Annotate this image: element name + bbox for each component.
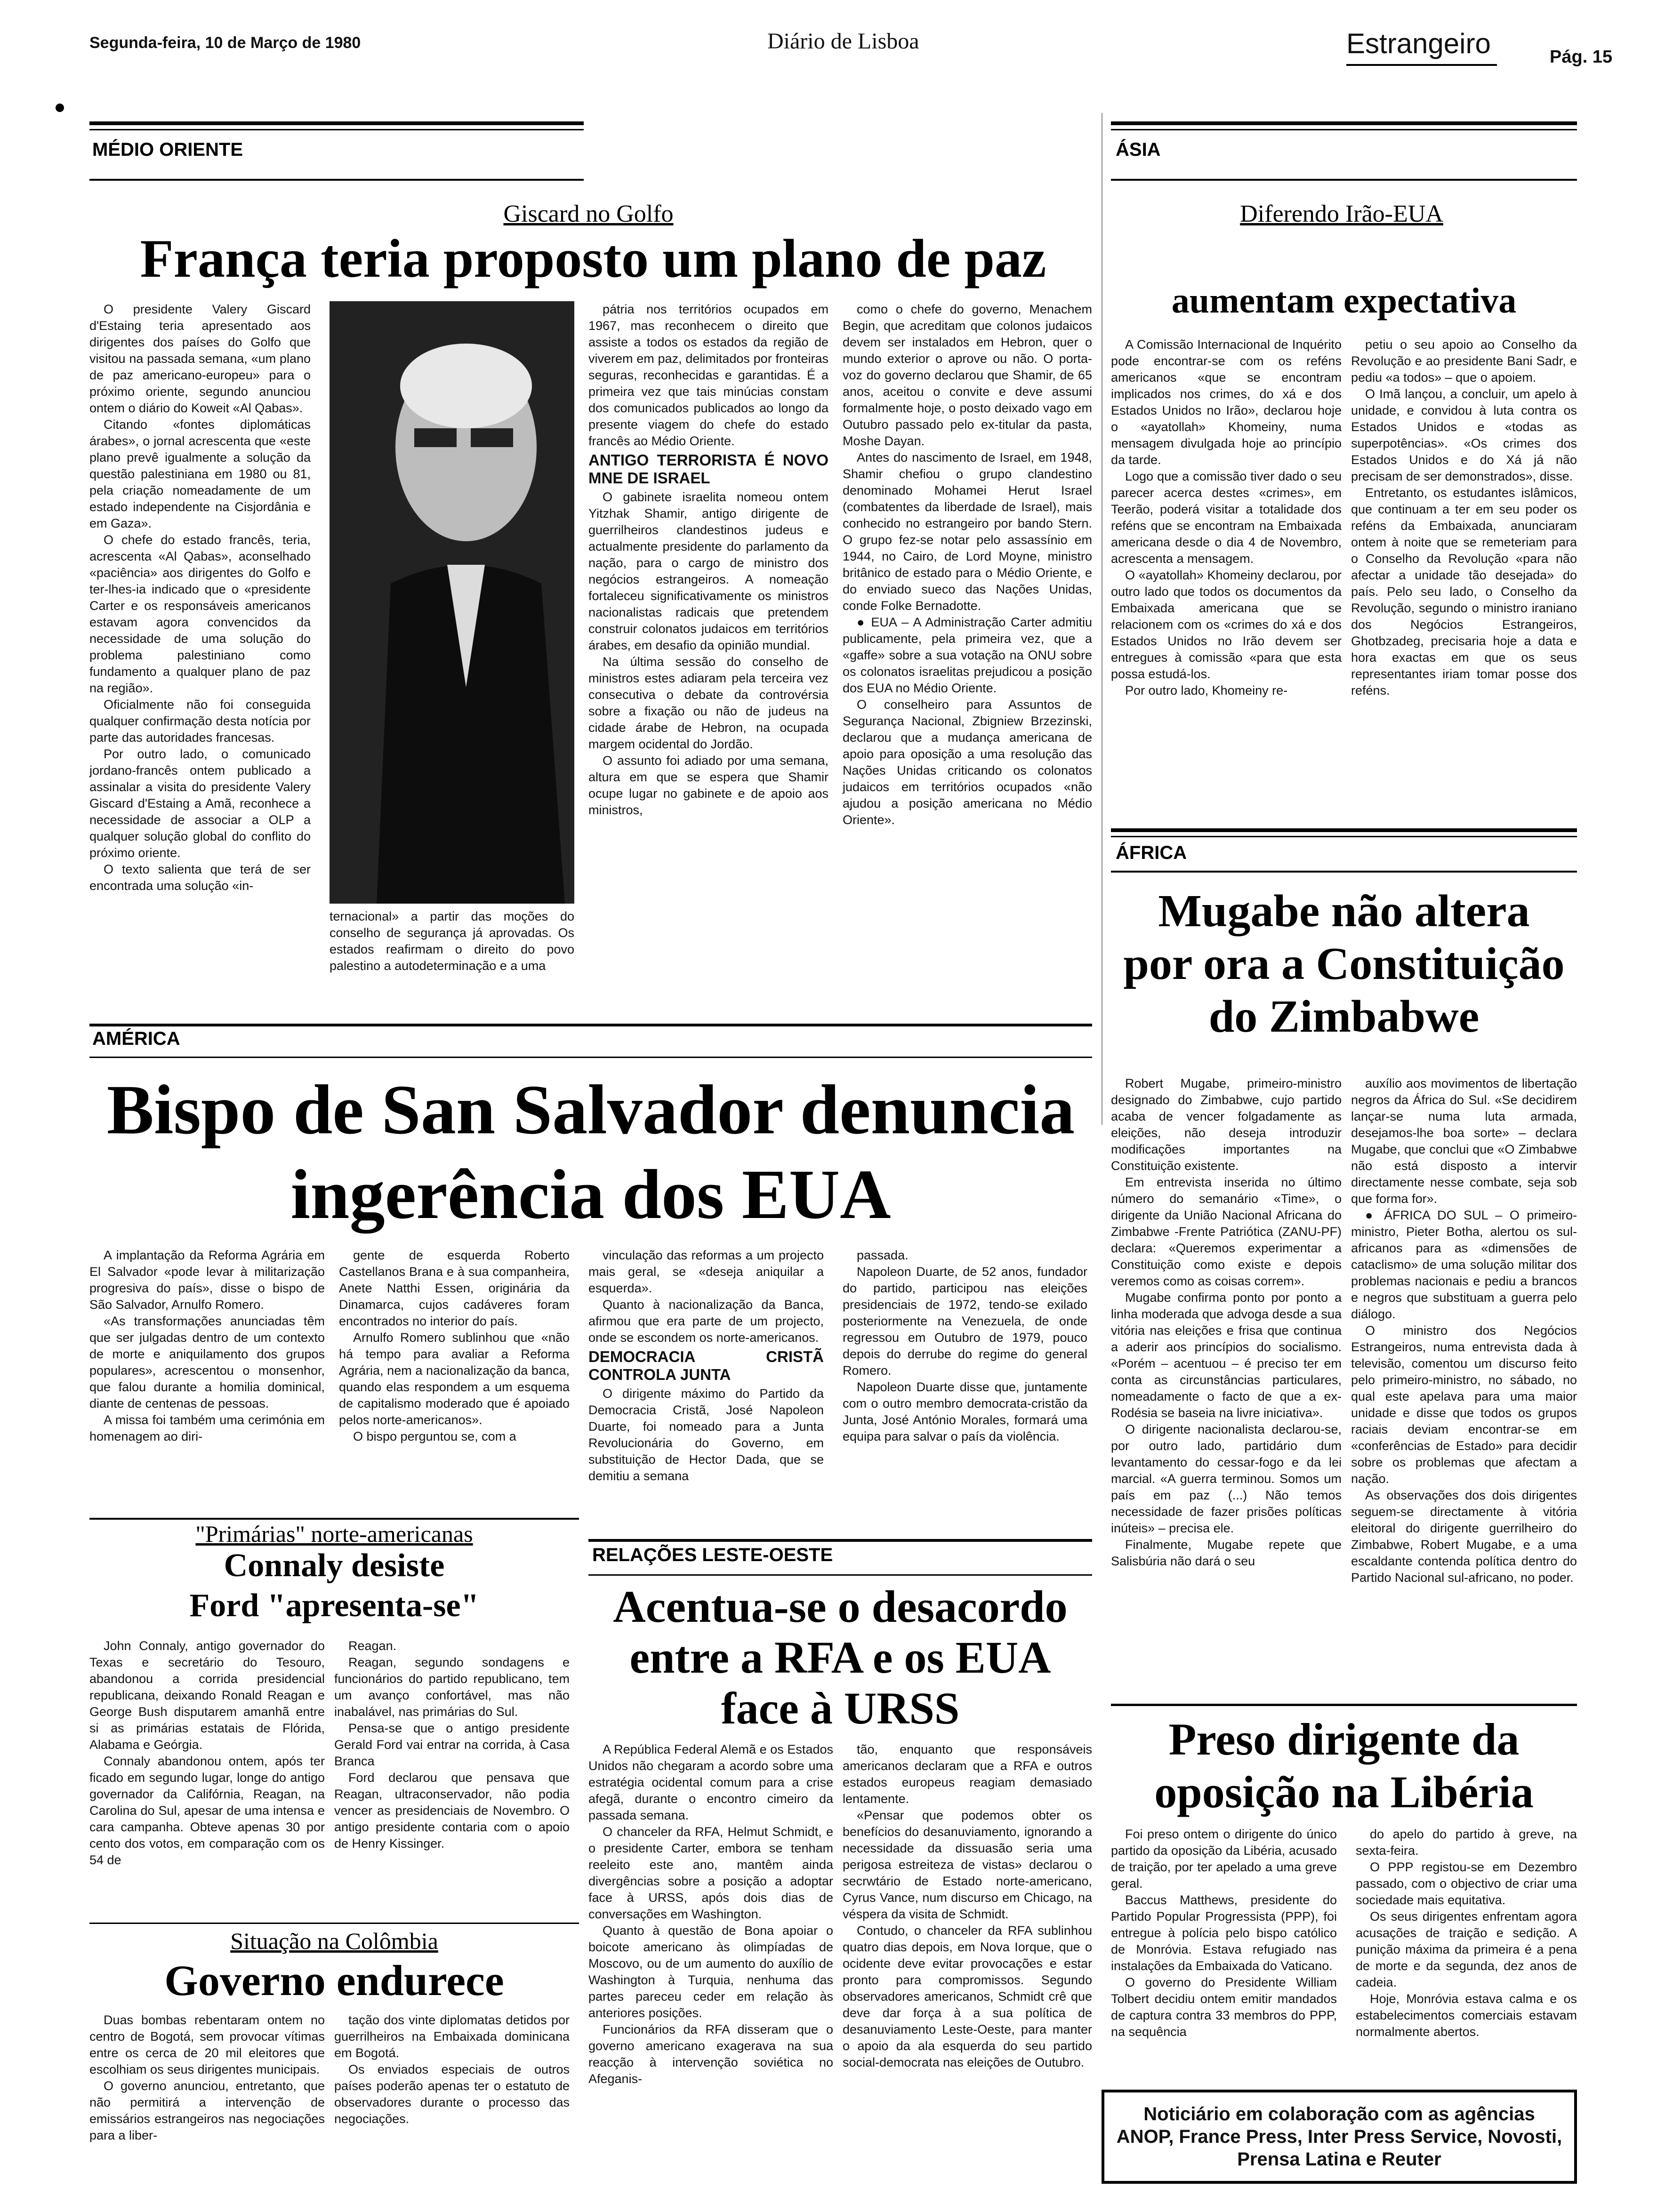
mugabe-column-2 (1351, 1075, 1577, 1586)
paragraph: Reagan. (348, 1639, 397, 1653)
paragraph: O «ayatollah» Khomeiny declarou, por outro lado que todos os documentos da Embaixada americana que se relacionem com os «crimes do xá e dos Estados Unidos no Irão devem ser entregues à comissão «para que esta possa estudá-los. (1111, 568, 1342, 681)
paragraph: Entretanto, os estudantes islâmicos, que continuam a ter em seu poder os reféns da Embaixada, anunciaram ontem à noite que se remeteriam para o Conselho da Revolução «para não afectar a unidade tão desejada» do país. Pelo seu lado, o Conselho da Revolução, segundo o ministro iraniano dos Negócios Estrangeiros, Ghotbzadeg, precisaria hoje a data e hora exactas em que os seus representantes iriam tomar posse dos reféns. (1351, 486, 1577, 697)
paragraph: Foi preso ontem o dirigente do único partido da oposição da Libéria, acusado de traição, por ter apelado a uma greve geral. (1111, 1827, 1337, 1891)
connaly-column-1 (89, 1638, 325, 1868)
colombia-headline: Governo endurece (164, 1956, 504, 2004)
mugabe-column-1 (1111, 1075, 1342, 1570)
giscard-column-3 (588, 301, 828, 818)
paragraph: Duas bombas rebentaram ontem no centro de Bogotá, sem provocar vítimas entre os cerca de 20 mil eleitores que escolhiam os seus dirigentes municipais. (89, 2013, 325, 2076)
portrait-illustration (330, 301, 574, 904)
paragraph: Robert Mugabe, primeiro-ministro designado do Zimbabwe, cujo partido acaba de vencer folgadamente as eleições, não deseja introduzir modificações importantes na Constituição existente. (1111, 1076, 1342, 1173)
paragraph: Por outro lado, o comunicado jordano-francês ontem publicado a assinalar a visita do presidente Valery Giscard d'Estaing a Amã, reconhece a necessidade de associar a OLP a qualquer solução global do conflito do próximo oriente. (89, 747, 311, 860)
agency-credits-text: Noticiário em colaboração com as agências ANOP, France Press, Inter Press Service, Novosti, Prensa Latina e Reuter (1116, 2104, 1562, 2170)
liberia-headline: Preso dirigente da oposição na Libéria (1154, 1714, 1534, 1817)
paragraph: O dirigente máximo do Partido da Democracia Cristã, José Napoleon Duarte, foi nomeado para a Junta Revolucionária do Governo, em substituição de Hector Dada, que se demitiu a semana (588, 1387, 824, 1483)
paragraph: O PPP registou-se em Dezembro passado, com o objectivo de criar uma sociedade mais equitativa. (1356, 1860, 1577, 1907)
section-label-medio-oriente: MÉDIO ORIENTE (92, 139, 243, 160)
paragraph: O conselheiro para Assuntos de Segurança Nacional, Zbigniew Brzezinski, declarou que a mudança americana de apoio para oposição a uma resolução das Nações Unidas criticando os colonatos judaicos em territórios ocupados «não ajudou a posição americana no Médio Oriente». (843, 697, 1092, 827)
paragraph: petiu o seu apoio ao Conselho da Revolução e ao presidente Bani Sadr, e pediu «a todos» – que o apoiem. (1351, 337, 1577, 385)
section-label-asia: ÁSIA (1116, 139, 1161, 160)
paragraph: auxílio aos movimentos de libertação negros da África do Sul. «Se decidirem lançar-se numa luta armada, desejamos-lhe boa sorte» – declara Mugabe, que conclui que «O Zimbabwe não está disposto a intervir directamente nesse combate, seja sob que forma for». (1351, 1076, 1577, 1206)
giscard-headline: França teria proposto um plano de paz (140, 229, 1046, 289)
paragraph: Finalmente, Mugabe repete que Salisbúria não dará o seu (1111, 1538, 1342, 1568)
paragraph: Contudo, o chanceler da RFA sublinhou quatro dias depois, em Nova Iorque, que o ocidente deve evitar provocações e estar pronto para compromissos. Segundo observadores americanos, Schmidt crê que deve dar força à a sua política de desanuviamento Leste-Oeste, para manter o apoio da ala esquerda do seu partido social-democrata nas eleições de Outubro. (843, 1923, 1092, 2069)
masthead-date: Segunda-feira, 10 de Março de 1980 (89, 34, 361, 52)
subhead-shamir: ANTIGO TERRORISTA É NOVO MNE DE ISRAEL (588, 451, 828, 487)
paragraph: A Comissão Internacional de Inquérito pode encontrar-se com os reféns americanos «que se encontram implicados nos crimes, do xá e dos Estados Unidos no Irão», declarou hoje o «ayatollah» Khomeiny, numa mensagem divulgada hoje ao princípio da tarde. (1111, 337, 1342, 467)
paragraph: Hoje, Monróvia estava calma e os estabelecimentos comerciais estavam normalmente abertos. (1356, 1992, 1577, 2039)
connaly-headline-line-2: Ford "apresenta-se" (189, 1587, 479, 1624)
paragraph: passada. (857, 1248, 909, 1262)
paragraph: O Imã lançou, a concluir, um apelo à unidade, e convidou à luta contra os Estados Unidos e «todas as superpotências». «Os crimes dos Estados Unidos e do Xá já não precisam de ser demonstrados», disse. (1351, 387, 1577, 483)
paragraph: «Pensar que podemos obter os benefícios do desanuviamento, ignorando a necessidade da dissuasão seria uma perigosa estreiteza de vistas» declarou o secrwtário de Estado norte-americano, Cyrus Vance, num discurso em Chicago, na véspera da visita de Schmidt. (843, 1808, 1092, 1921)
masthead (0, 0, 1657, 94)
paragraph: Napoleon Duarte disse que, juntamente com o outro membro democrata-cristão da Junta, José António Morales, formará uma equipa para salvar o país da violência. (843, 1380, 1087, 1443)
irao-kicker: Diferendo Irão-EUA (1240, 200, 1443, 227)
agency-credits-box (1102, 2090, 1577, 2184)
connaly-kicker: "Primárias" norte-americanas (195, 1521, 473, 1547)
paragraph: Baccus Matthews, presidente do Partido Popular Progressista (PPP), foi entregue à polícia pelo bispo católico de Monróvia. Estava refugiado nas instalações da Embaixada do Vaticano. (1111, 1893, 1337, 1973)
irao-headline: aumentam expectativa (1171, 281, 1517, 321)
paragraph: O ministro dos Negócios Estrangeiros, numa entrevista dada à televisão, comentou um discurso feito pelo primeiro-ministro, no sábado, no qual este apelava para uma maior unidade e disse que todos os grupos raciais deviam encontrar-se em «conferências de Estado» para decidir sobre os problemas que afectam a nação. (1351, 1323, 1577, 1486)
liberia-column-2 (1356, 1826, 1577, 2040)
paragraph: Os enviados especiais de outros países poderão apenas ter o estatuto de observadores durante o processo das negociações. (334, 2062, 570, 2126)
paragraph: O chanceler da RFA, Helmut Schmidt, e o presidente Carter, embora se tenham reeleito este ano, mantêm ainda divergências sobre a posição a adoptar face à URSS, após dois dias de conversações em Washington. (588, 1825, 833, 1921)
paragraph: O assunto foi adiado por uma semana, altura em que se espera que Shamir ocupe lugar no gabinete e de apoio aos ministros, (588, 753, 828, 817)
page-number: Pág. 15 (1550, 47, 1613, 67)
paragraph: Ford declarou que pensava que Reagan, ultraconservador, não podia vencer as presidenciais de Novembro. O antigo presidente contaria com o apoio de Henry Kissinger. (334, 1771, 570, 1851)
rfa-column-2 (843, 1741, 1092, 2071)
paragraph: Arnulfo Romero sublinhou que «não há tempo para avaliar a Reforma Agrária, nem a nacionalização da banca, quando elas respondem a um esquema de capitalismo moderado que é apoiado pelos norte-americanos». (339, 1330, 570, 1427)
paragraph: Funcionários da RFA disseram que o governo americano exagerava na sua reacção à intervenção soviética no Afeganis- (588, 2022, 833, 2086)
paragraph: Em entrevista inserida no último número do semanário «Time», o dirigente da União Nacional Africana do Zimbabwe -Frente Patriótica (ZANU-PF) declara: «Queremos experimentar a Constituição como existe e depois veremos como as coisas correm». (1111, 1175, 1342, 1288)
paragraph: Antes do nascimento de Israel, em 1948, Shamir chefiou o grupo clandestino denominado Mohamei Herut Israel (combatentes da liberdade de Israel), mais conhecido no estrangeiro por bando Stern. O grupo fez-se notar pelo assassínio em 1944, no Cairo, de Lord Moyne, ministro britânico de estado para o Médio Oriente, e do enviado sueco das Nações Unidas, conde Folke Bernadotte. (843, 450, 1092, 613)
irao-column-1 (1111, 337, 1342, 699)
paragraph: O governo anunciou, entretanto, que não permitirá a intervenção de emissários estrangeiros nas negociações para a liber- (89, 2079, 325, 2142)
paragraph: Reagan, segundo sondagens e funcionários do partido republicano, tem um avanço confortável, mas não inabalável, nas primárias do Sul. (334, 1655, 570, 1719)
paragraph: ● EUA – A Administração Carter admitiu publicamente, pela primeira vez, que a «gaffe» sobre a sua votação na ONU sobre os colonatos israelitas prejudicou a posição dos EUA no Médio Oriente. (843, 615, 1092, 695)
paragraph: Quanto à questão de Bona apoiar o boicote americano às olimpíadas de Moscovo, ou de um aumento do auxílio de Washington à Turquia, nenhuma das partes pareceu ceder em relação às anteriores posições. (588, 1923, 833, 2020)
paragraph: O dirigente nacionalista declarou-se, por outro lado, partidário dum levantamento do cessar-fogo e da lei marcial. «A guerra terminou. Somos um país em paz (...) Não temos necessidade de fazer prisões políticas inúteis» – precisa ele. (1111, 1422, 1342, 1535)
giscard-photo (330, 301, 574, 904)
colombia-kicker: Situação na Colômbia (230, 1928, 438, 1954)
salvador-column-1 (89, 1247, 325, 1445)
paragraph: Os seus dirigentes enfrentam agora acusações de traição e sedição. A punição máxima da primeira é a pena de morte e da segunda, dez anos de cadeia. (1356, 1909, 1577, 1989)
salvador-column-4 (843, 1247, 1087, 1445)
paragraph: Citando «fontes diplomáticas árabes», o jornal acrescenta que «este plano prevê igualmente a solução da questão palestiniana em 1980 ou 81, pela criação nomeadamente de um estado independente na Cisjordânia e em Gaza». (89, 417, 311, 530)
paragraph: gente de esquerda Roberto Castellanos Brana e à sua companheira, Anete Natthi Essen, originária da Dinamarca, cujos cadáveres foram encontrados no interior do país. (339, 1248, 570, 1328)
paragraph: O texto salienta que terá de ser encontrada uma solução «in- (89, 862, 311, 893)
paragraph: ● ÁFRICA DO SUL – O primeiro-ministro, Pieter Botha, alertou os sul-africanos para as «dimensões de cataclismo» de uma solução militar dos problemas nacionais e pediu a brancos e negros que substituam a guerra pelo diálogo. (1351, 1208, 1577, 1321)
section-label-africa: ÁFRICA (1116, 842, 1187, 863)
bullet-dot (56, 104, 64, 112)
paragraph: tação dos vinte diplomatas detidos por guerrilheiros na Embaixada dominicana em Bogotá. (334, 2013, 570, 2060)
masthead-paper-name: Diário de Lisboa (767, 29, 919, 54)
paragraph: O chefe do estado francês, teria, acrescenta «Al Qabas», aconselhado «paciência» aos dirigentes do Golfo e ter-lhes-ia indicado que o «presidente Carter e os responsáveis americanos estavam agora convencidos da necessidade de uma solução do problema palestiniano como fundamento a qualquer plano de paz na região». (89, 533, 311, 695)
paragraph: A implantação da Reforma Agrária em El Salvador «pode levar à militarização progresiva do país», disse o bispo de São Salvador, Arnulfo Romero. (89, 1248, 325, 1312)
rfa-headline: Acentua-se o desacordo entre a RFA e os EUA face à URSS (613, 1581, 1068, 1733)
paragraph: Logo que a comissão tiver dado o seu parecer acerca destes «crimes», em Teerão, poderá visitar a totalidade dos reféns que se encontram na Embaixada americana desde o dia 4 de Novembro, acrescenta a mensagem. (1111, 469, 1342, 566)
paragraph: John Connaly, antigo governador do Texas e secretário do Tesouro, abandonou a corrida presidencial republicana, deixando Ronald Reagan e George Bush disputarem amanhã entre si as primárias estatais de Flórida, Alabama e Geórgia. (89, 1639, 325, 1752)
subhead-democracia-crista: DEMOCRACIA CRISTÃ CONTROLA JUNTA (588, 1348, 824, 1383)
paragraph: O gabinete israelita nomeou ontem Yitzhak Shamir, antigo dirigente de guerrilheiros clandestinos judeus e actualmente presidente do parlamento da nação, para o cargo de ministro dos negócios estrangeiros. A nomeação fortaleceu significativamente os ministros nacionalistas radicais que pretendem construir colonatos judaicos em territórios árabes, em desafio da opinião mundial. (588, 490, 828, 652)
paragraph: A República Federal Alemã e os Estados Unidos não chegaram a acordo sobre uma estratégia ocidental comum para a crise afegã, durante o encontro cimeiro da passada semana. (588, 1742, 833, 1822)
giscard-kicker: Giscard no Golfo (503, 200, 674, 227)
paragraph: Connaly abandonou ontem, após ter ficado em segundo lugar, longe do antigo governador da Califórnia, Reagan, na Carolina do Sul, apesar de uma intensa e cara campanha. Obteve apenas 30 por cento dos votos, em comparação com os 54 de (89, 1754, 325, 1867)
paragraph: pátria nos territórios ocupados em 1967, mas reconhecem o direito que assiste a todos os estados da região de viverem em paz, delimitados por fronteiras seguras, reconhecidas e garantidas. É a primeira vez que tais minúcias constam dos comunicados publicados ao longo da presente viagem do chefe do estado francês ao Médio Oriente. (588, 302, 828, 448)
paragraph: Na última sessão do conselho de ministros estes adiaram pela terceira vez consecutiva o debate da controvérsia sobre a fixação ou não de judeus na cidade árabe de Hebron, na ocupada margem ocidental do Jordão. (588, 655, 828, 751)
connaly-headline-line-1: Connaly desiste (224, 1547, 445, 1584)
paragraph: Oficialmente não foi conseguida qualquer confirmação desta notícia por parte das autoridades francesas. (89, 697, 311, 745)
mugabe-headline: Mugabe não altera por ora a Constituição do Zimbabwe (1123, 886, 1565, 1042)
salvador-headline-line-2: ingerência dos EUA (290, 1155, 891, 1234)
paragraph: O governo do Presidente William Tolbert decidiu ontem emitir mandados de captura contra 33 membros do PPP, na sequência (1111, 1975, 1337, 2039)
paragraph: Por outro lado, Khomeiny re- (1125, 683, 1288, 697)
salvador-column-3 (588, 1247, 824, 1484)
colombia-column-2 (334, 2012, 570, 2127)
salvador-headline-line-1: Bispo de San Salvador denuncia (106, 1071, 1075, 1149)
giscard-photo-caption-text: ternacional» a partir das moções do conselho de segurança já aprovadas. Os estados reafirmam o direito do povo palestino a autodeterminação e a uma (330, 909, 574, 973)
paragraph: Napoleon Duarte, de 52 anos, fundador do partido, participou nas eleições presidenciais de 1972, tendo-se exilado posteriormente na Venezuela, de onde regressou em Outubro de 1979, pouco depois do derrube do regime do general Romero. (843, 1265, 1087, 1378)
paragraph: As observações dos dois dirigentes seguem-se directamente à vitória eleitoral do dirigente guerrilheiro do Zimbabwe, Robert Mugabe, e a uma escaldante contenda política dentro do Partido Nacional sul-africano, no poder. (1351, 1488, 1577, 1585)
rfa-column-1 (588, 1741, 833, 2087)
paragraph: Mugabe confirma ponto por ponto a linha moderada que advoga desde a sua vitória nas eleições e frisa que continua a aderir aos princípios do socialismo. «Porém – acentuou – é preciso ter em conta as circunstâncias particulares, nomeadamente o facto de que a ex-Rodésia se baseia na livre iniciativa». (1111, 1290, 1342, 1420)
irao-column-2 (1351, 337, 1577, 699)
paragraph: Quanto à nacionalização da Banca, afirmou que era parte de um projecto, onde se escondem os norte-americanos. (588, 1298, 824, 1345)
paragraph: como o chefe do governo, Menachem Begin, que acreditam que colonos judaicos devem ser instalados em Hebron, quer o mundo exterior o aprove ou não. O porta-voz do governo declarou que Shamir, de 65 anos, aceitou o convite e deve assumi formalmente hoje, o posto deixado vago em Outubro passado pelo ex-titular da pasta, Moshe Dayan. (843, 302, 1092, 448)
paragraph: tão, enquanto que responsáveis americanos declaram que a RFA e outros estados europeus reagiam demasiado lentamente. (843, 1742, 1092, 1806)
liberia-column-1 (1111, 1826, 1337, 2040)
giscard-column-4 (843, 301, 1092, 828)
connaly-column-2 (334, 1638, 570, 1852)
paragraph: Pensa-se que o antigo presidente Gerald Ford vai entrar na corrida, à Casa Branca (334, 1721, 570, 1768)
paragraph: O bispo perguntou se, com a (353, 1429, 516, 1443)
paragraph: do apelo do partido à greve, na sexta-feira. (1356, 1827, 1577, 1858)
section-label-america: AMÉRICA (92, 1028, 180, 1049)
paragraph: A missa foi também uma cerimónia em homenagem ao diri- (89, 1413, 325, 1443)
paragraph: O presidente Valery Giscard d'Estaing teria apresentado aos dirigentes dos países do Golfo que visitou na passada semana, «um plano de paz americano-europeu» para o próximo oriente, segundo anunciou ontem o diário do Koweit «Al Qabas». (89, 302, 311, 415)
colombia-column-1 (89, 2012, 325, 2144)
paragraph: «As transformações anunciadas têm que ser julgadas dentro de um contexto de morte e aniquilamento dos grupos populares», acrescentou o monsenhor, que falou durante a homilia dominical, diante de centenas de pessoas. (89, 1314, 325, 1411)
masthead-section: Estrangeiro (1346, 28, 1491, 59)
salvador-column-2 (339, 1247, 570, 1445)
section-label-relacoes-leste-oeste: RELAÇÕES LESTE-OESTE (592, 1545, 833, 1565)
giscard-column-1 (89, 301, 311, 894)
paragraph: vinculação das reformas a um projecto mais geral, se «deseja aniquilar a esquerda». (588, 1248, 824, 1295)
